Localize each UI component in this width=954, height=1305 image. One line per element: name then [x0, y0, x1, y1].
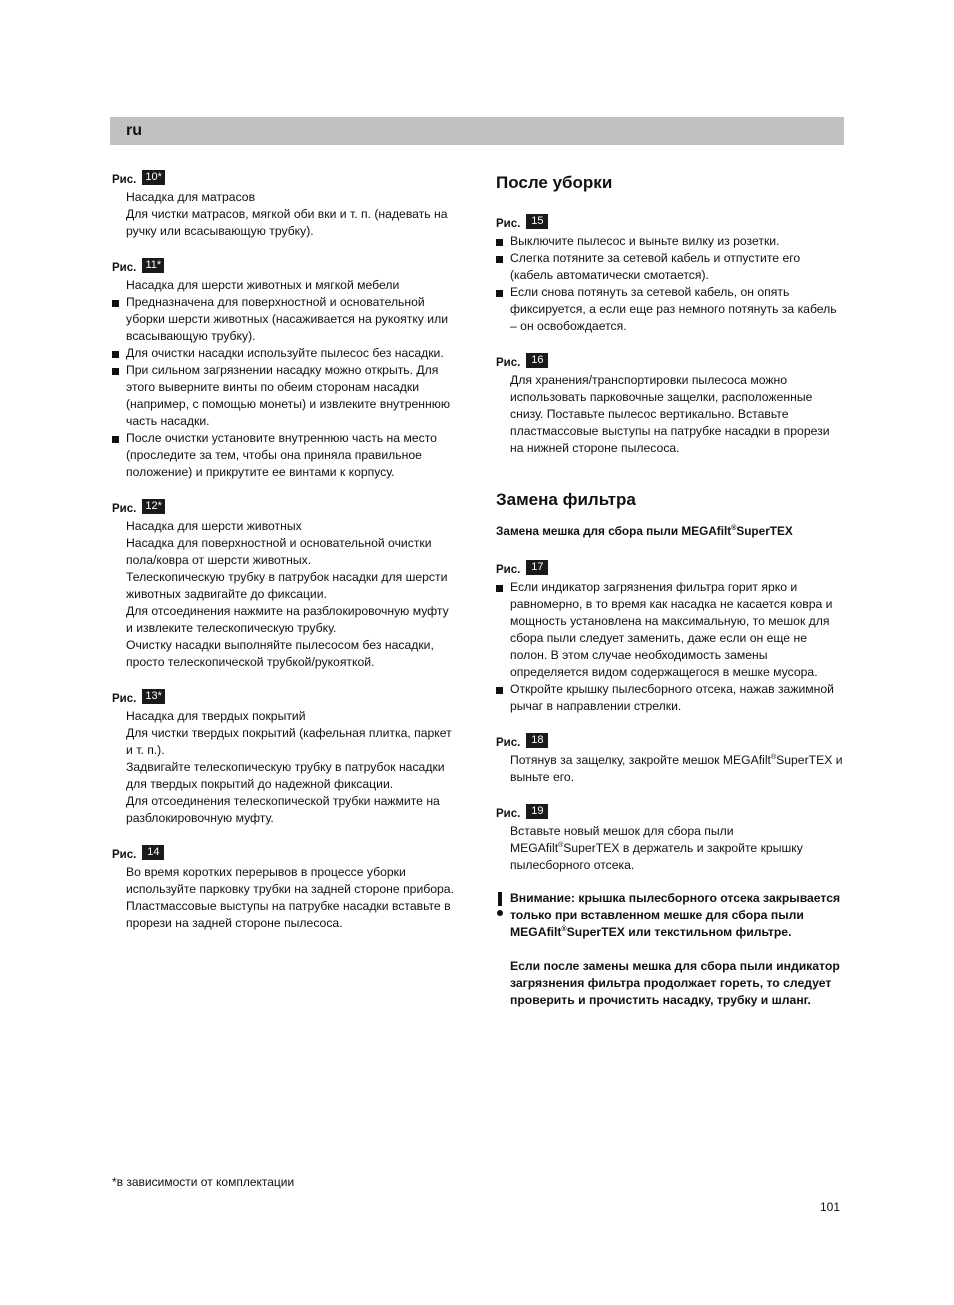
figure-16-section — [496, 351, 846, 457]
list-item: Слегка потяните за сетевой кабель и отпустите его (кабель автоматически смотается). — [496, 250, 846, 284]
paragraph: Насадка для поверхностной и основательной очистки пола/ковра от шерсти животных. — [126, 536, 432, 567]
page-number: 101 — [820, 1200, 841, 1214]
bullet-list — [112, 294, 458, 481]
figure-18-section — [496, 731, 846, 786]
paragraph: Задвигайте телескопическую трубку в патрубок насадки для твердых покрытий до надежной фиксации. — [126, 760, 445, 791]
section-title-filter-replacement: Замена фильтра — [496, 490, 636, 509]
paragraph: Вставьте новый мешок для сбора пыли MEGAfilt®SuperTEX в держатель и закройте крышку пылесборного отсека. — [510, 824, 803, 872]
figure-label: Рис. — [112, 503, 137, 515]
figure-19-section — [496, 802, 846, 874]
figure-label: Рис. — [496, 357, 521, 369]
figure-number-badge: 16 — [526, 353, 548, 368]
figure-number-badge: 15 — [526, 214, 548, 229]
bullet-list — [496, 233, 846, 335]
figure-13-section — [112, 687, 458, 827]
figure-number-badge: 13* — [142, 689, 165, 704]
paragraph: Для отсоединения телескопической трубки нажмите на разблокировочную муфту. — [126, 794, 440, 825]
figure-label: Рис. — [496, 564, 521, 576]
paragraph: Насадка для шерсти животных — [126, 519, 302, 533]
figure-label: Рис. — [496, 737, 521, 749]
figure-number-badge: 18 — [526, 733, 548, 748]
paragraph: Для чистки матрасов, мягкой оби вки и т. п. (надевать на ручку или всасывающую трубку). — [126, 207, 448, 238]
exclamation-icon — [496, 892, 504, 918]
list-item: Если снова потянуть за сетевой кабель, он опять фиксируется, а если еще раз немного потянуть за кабель – он освобождается. — [496, 284, 846, 335]
warning-note — [496, 890, 846, 1009]
figure-12-section — [112, 497, 458, 671]
left-column — [112, 168, 458, 948]
figure-label: Рис. — [112, 693, 137, 705]
paragraph: Насадка для матрасов — [126, 190, 256, 204]
figure-number-badge: 19 — [526, 804, 548, 819]
figure-label: Рис. — [112, 262, 137, 274]
figure-10-section — [112, 168, 458, 240]
figure-label: Рис. — [112, 849, 137, 861]
figure-11-section — [112, 256, 458, 481]
figure-label: Рис. — [496, 218, 521, 230]
paragraph: Телескопическую трубку в патрубок насадки для шерсти животных задвигайте до фиксации. — [126, 570, 448, 601]
list-item: Для очистки насадки используйте пылесос без насадки. — [112, 345, 458, 362]
bullet-list — [496, 579, 846, 715]
right-column — [496, 172, 846, 1026]
figure-14-section — [112, 843, 458, 932]
figure-number-badge: 14 — [142, 845, 164, 860]
figure-17-section — [496, 558, 846, 715]
section-title-after-cleaning: После уборки — [496, 173, 613, 192]
list-item: Предназначена для поверхностной и основательной уборки шерсти животных (насаживается на рукоятку или всасывающую трубку). — [112, 294, 458, 345]
warning-paragraph: Внимание: крышка пылесборного отсека закрывается только при вставленном мешке для сбора пыли MEGAfilt®SuperTEX или текстильном фильтре. — [510, 891, 841, 939]
footnote: *в зависимости от комплектации — [112, 1175, 295, 1189]
paragraph: Насадка для твердых покрытий — [126, 709, 306, 723]
list-item: Выключите пылесос и выньте вилку из розетки. — [496, 233, 846, 250]
subsection-title: Замена мешка для сбора пыли MEGAfilt®SuperTEX — [496, 524, 793, 538]
paragraph: Очистку насадки выполняйте пылесосом без насадки, просто телескопической трубкой/рукояткой. — [126, 638, 434, 669]
figure-15-section — [496, 212, 846, 335]
paragraph: Для хранения/транспортировки пылесоса можно использовать парковочные защелки, расположенные снизу. Поставьте пылесос вертикально. Вставьте пластмассовые выступы на патрубке насадки в прорези на нижней стороне пылесоса. — [510, 373, 830, 455]
paragraph: Насадка для шерсти животных и мягкой мебели — [126, 278, 400, 292]
list-item: При сильном загрязнении насадку можно открыть. Для этого выверните винты по обеим сторонам насадки (например, с помощью монеты) и извлеките внутреннюю часть насадки. — [112, 362, 458, 430]
paragraph: Пластмассовые выступы на патрубке насадки вставьте в прорези на задней стороне пылесоса. — [126, 899, 451, 930]
paragraph: Для отсоединения нажмите на разблокировочную муфту и извлеките телескопическую трубку. — [126, 604, 449, 635]
paragraph: Во время коротких перерывов в процессе уборки используйте парковку трубки на задней стороне прибора. — [126, 865, 454, 896]
language-code: ru — [126, 122, 142, 139]
figure-number-badge: 12* — [142, 499, 165, 514]
paragraph: Для чистки твердых покрытий (кафельная плитка, паркет и т. п.). — [126, 726, 452, 757]
figure-label: Рис. — [112, 174, 137, 186]
paragraph: Потянув за защелку, закройте мешок MEGAfilt®SuperTEX и выньте его. — [510, 753, 843, 784]
language-header-bar — [110, 117, 844, 145]
figure-number-badge: 17 — [526, 560, 548, 575]
warning-paragraph: Если после замены мешка для сбора пыли индикатор загрязнения фильтра продолжает гореть, то следует проверить и прочистить насадку, трубку и шланг. — [510, 959, 840, 1007]
figure-label: Рис. — [496, 808, 521, 820]
list-item: Если индикатор загрязнения фильтра горит ярко и равномерно, в то время как насадка не касается ковра и мощность установлена на максимальную, то мешок для сбора пыли следует заменить, даже если он еще не полон. В этом случае необходимость замены определяется видом содержащегося в мешке мусора. — [496, 579, 846, 681]
figure-number-badge: 10* — [142, 170, 165, 185]
list-item: Откройте крышку пылесборного отсека, нажав зажимной рычаг в направлении стрелки. — [496, 681, 846, 715]
list-item: После очистки установите внутреннюю часть на место (проследите за тем, чтобы она приняла правильное положение) и прикрутите ее винтами к корпусу. — [112, 430, 458, 481]
figure-number-badge: 11* — [142, 258, 164, 273]
